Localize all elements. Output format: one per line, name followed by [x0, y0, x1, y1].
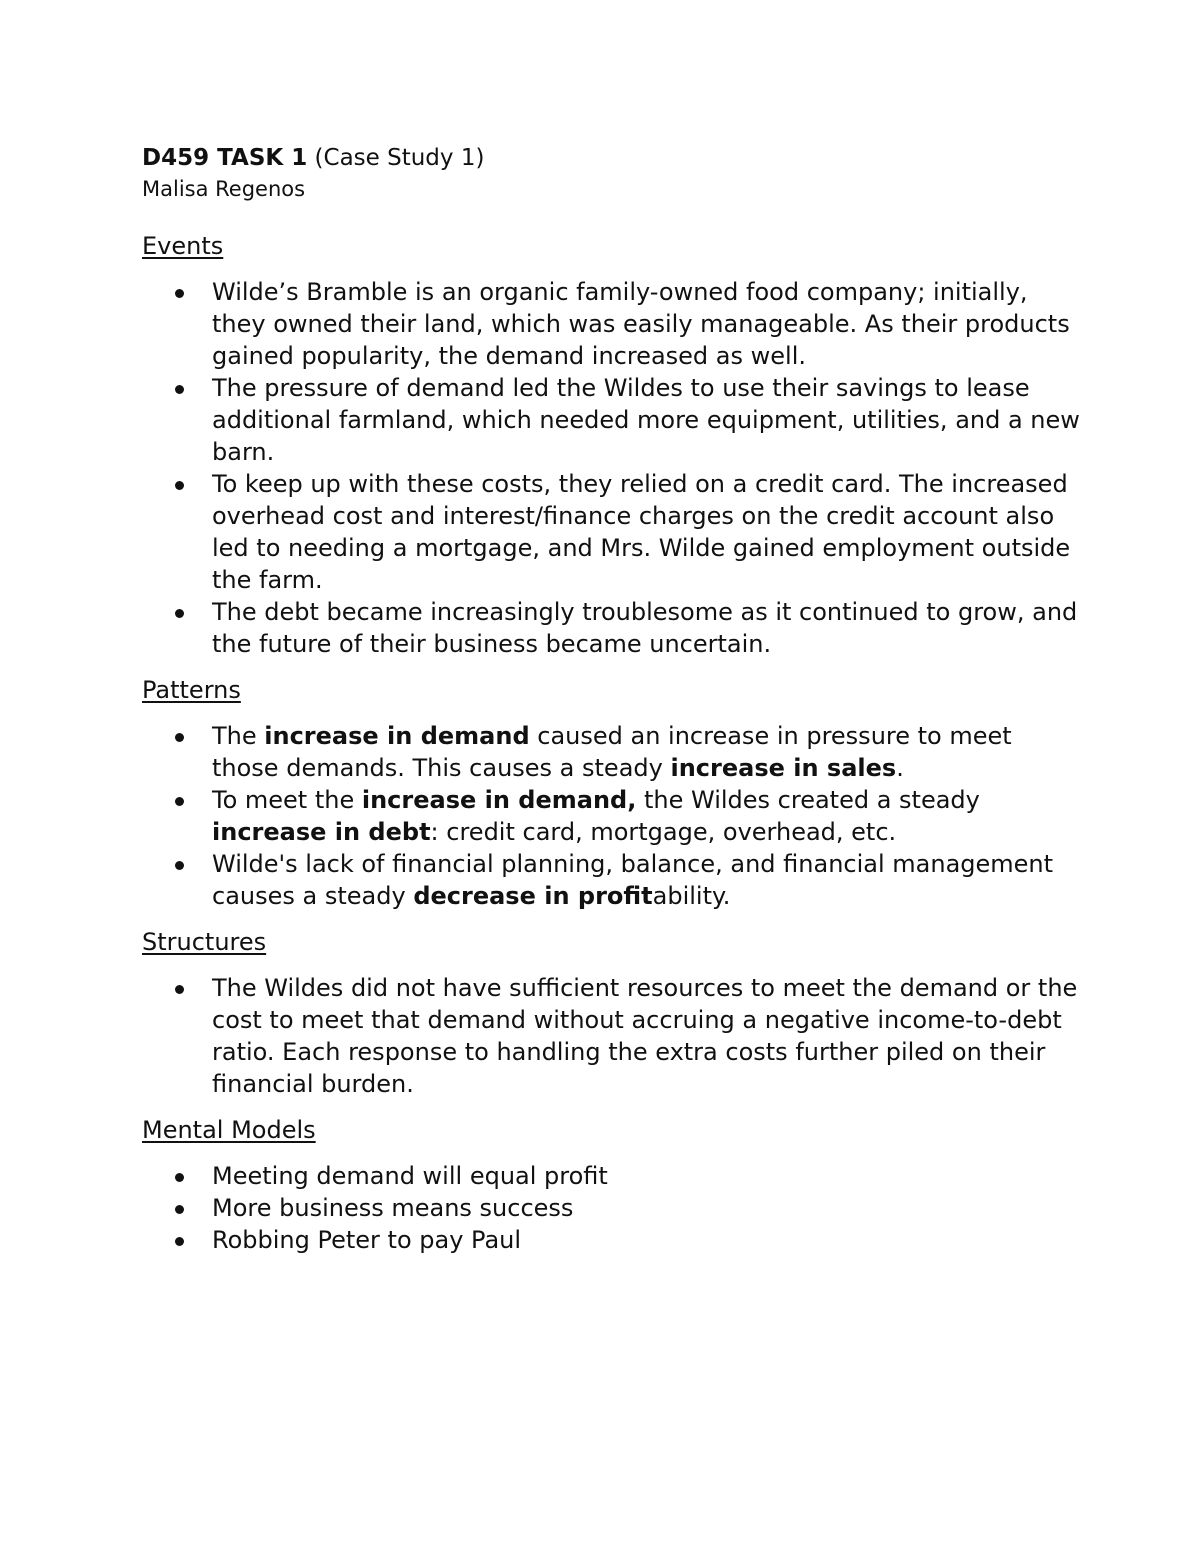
- list-item: [142, 720, 1082, 784]
- list-item: [142, 1224, 1082, 1256]
- section-heading-patterns: Patterns: [142, 676, 241, 704]
- list-item: [142, 468, 1082, 596]
- bullet-icon: [175, 733, 184, 742]
- bullet-icon: [175, 1237, 184, 1246]
- bullet-icon: [175, 861, 184, 870]
- list-item-text: Wilde’s Bramble is an organic family-owned food company; initially, they owned their land, which was easily manageable. As their products gained popularity, the demand increased as well.: [212, 278, 1070, 370]
- list-item: [142, 276, 1082, 372]
- document-body: [142, 142, 1082, 1270]
- text-run: Wilde's lack of financial planning, balance, and financial management causes a steady: [212, 850, 1054, 910]
- bullet-icon: [175, 1205, 184, 1214]
- bullet-icon: [175, 385, 184, 394]
- text-run: : credit card, mortgage, overhead, etc.: [430, 818, 897, 846]
- list-item-text: To keep up with these costs, they relied on a credit card. The increased overhead cost and interest/finance charges on the credit account also led to needing a mortgage, and Mrs. Wilde gained employment outside the farm.: [212, 470, 1071, 594]
- list-item: [142, 1160, 1082, 1192]
- bold-phrase: increase in debt: [212, 818, 431, 846]
- list-item-text: The debt became increasingly troublesome as it continued to grow, and the future of their business became uncertain.: [212, 598, 1078, 658]
- document-title: [142, 142, 1082, 174]
- patterns-list: [142, 720, 1082, 912]
- title-rest: (Case Study 1): [307, 145, 485, 171]
- bullet-icon: [175, 797, 184, 806]
- list-item: [142, 848, 1082, 912]
- bullet-icon: [175, 985, 184, 994]
- list-item-text: The Wildes did not have sufficient resources to meet the demand or the cost to meet that demand without accruing a negative income-to-debt ratio. Each response to handling the extra costs further piled on their financial burden.: [212, 974, 1078, 1098]
- bullet-icon: [175, 609, 184, 618]
- list-item-text: Meeting demand will equal profit: [212, 1162, 608, 1190]
- text-run: To meet the: [212, 786, 362, 814]
- text-run: the Wildes created a steady: [636, 786, 980, 814]
- list-item-text: Robbing Peter to pay Paul: [212, 1226, 522, 1254]
- bullet-icon: [175, 1173, 184, 1182]
- title-bold: D459 TASK 1: [142, 145, 308, 171]
- list-item: [142, 372, 1082, 468]
- mental-models-list: [142, 1160, 1082, 1256]
- bold-phrase: increase in demand: [264, 722, 530, 750]
- bold-phrase: decrease in profit: [413, 882, 653, 910]
- text-run: ability.: [652, 882, 731, 910]
- bullet-icon: [175, 481, 184, 490]
- text-run: .: [896, 754, 904, 782]
- bold-phrase: increase in demand,: [361, 786, 637, 814]
- bullet-icon: [175, 289, 184, 298]
- section-heading-mental-models: Mental Models: [142, 1116, 316, 1144]
- list-item: [142, 1192, 1082, 1224]
- bold-phrase: increase in sales: [670, 754, 897, 782]
- events-list: [142, 276, 1082, 660]
- list-item: [142, 784, 1082, 848]
- list-item-text: The pressure of demand led the Wildes to use their savings to lease additional farmland, which needed more equipment, utilities, and a new barn.: [212, 374, 1080, 466]
- text-run: The: [212, 722, 265, 750]
- structures-list: [142, 972, 1082, 1100]
- section-heading-structures: Structures: [142, 928, 267, 956]
- section-heading-events: Events: [142, 232, 224, 260]
- list-item: [142, 596, 1082, 660]
- text-run: caused an increase in pressure to meet those demands. This causes a steady: [212, 722, 1012, 782]
- list-item-text: More business means success: [212, 1194, 574, 1222]
- list-item: [142, 972, 1082, 1100]
- author-name: Malisa Regenos: [142, 177, 306, 201]
